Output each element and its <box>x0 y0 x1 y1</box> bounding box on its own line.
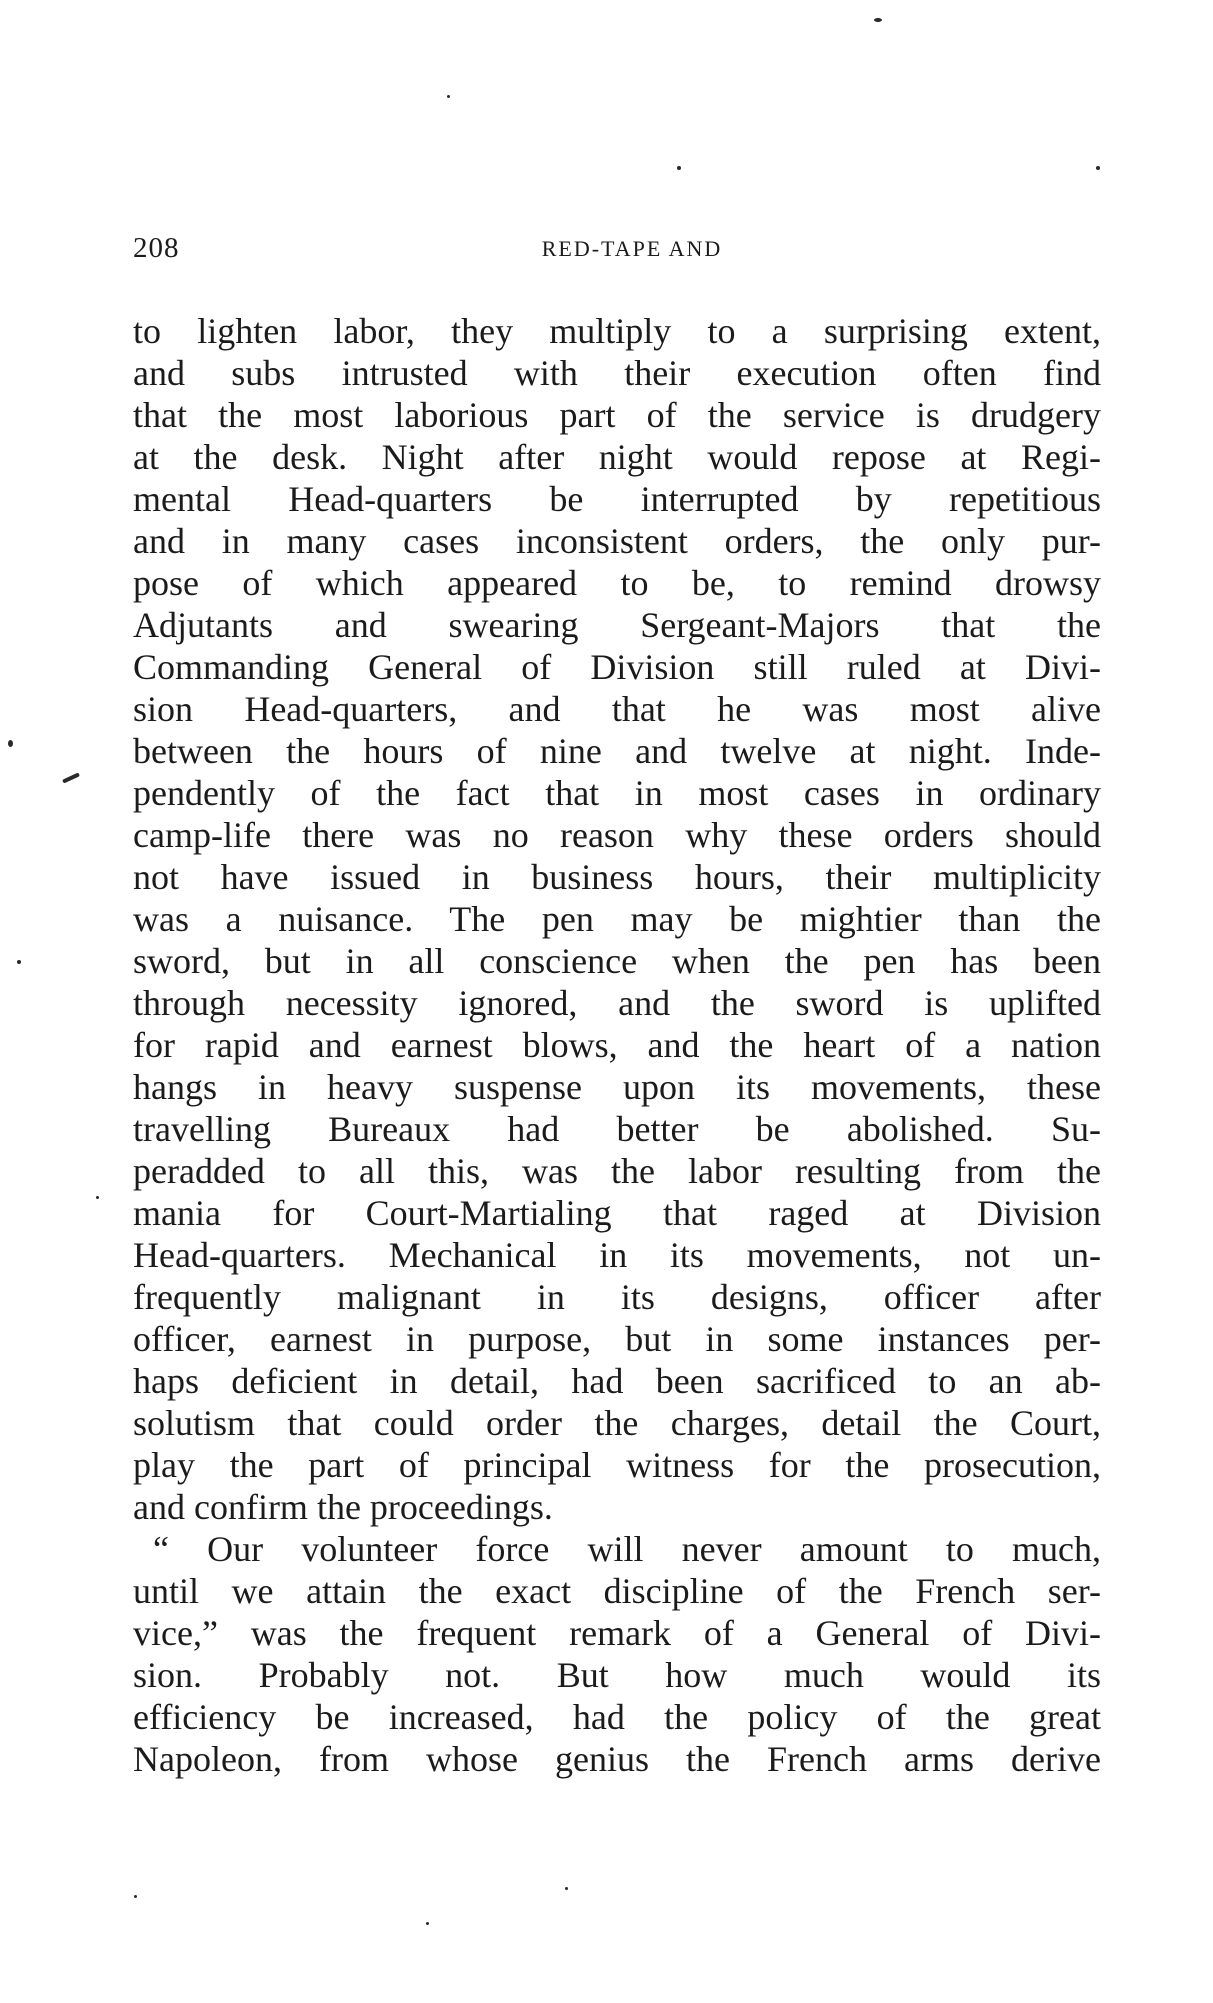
scan-speck <box>426 1922 429 1925</box>
text-line: to lighten labor, they multiply to a surprising extent, <box>133 311 1101 351</box>
scan-speck <box>96 1196 99 1199</box>
scan-speck <box>17 960 21 964</box>
body-text <box>133 310 1101 1780</box>
scan-speck <box>447 95 450 98</box>
text-line: solutism that could order the charges, detail the Court, <box>133 1403 1101 1443</box>
text-line: Napoleon, from whose genius the French arms derive <box>133 1739 1101 1779</box>
text-line: for rapid and earnest blows, and the heart of a nation <box>133 1025 1101 1065</box>
scan-speck <box>1096 166 1100 170</box>
text-line: at the desk. Night after night would repose at Regi- <box>133 437 1101 477</box>
scan-speck <box>874 18 882 22</box>
text-line: haps deficient in detail, had been sacrificed to an ab- <box>133 1361 1101 1401</box>
text-line: pose of which appeared to be, to remind drowsy <box>133 563 1101 603</box>
scan-speck <box>565 1887 568 1890</box>
text-line: sion Head-quarters, and that he was most alive <box>133 689 1101 729</box>
text-line: hangs in heavy suspense upon its movements, these <box>133 1067 1101 1107</box>
text-line: and confirm the proceedings. <box>133 1487 553 1527</box>
scan-speck <box>134 1895 137 1898</box>
scan-speck <box>62 772 80 783</box>
text-line: and subs intrusted with their execution often find <box>133 353 1101 393</box>
text-line: peradded to all this, was the labor resulting from the <box>133 1151 1101 1191</box>
text-line: that the most laborious part of the service is drudgery <box>133 395 1101 435</box>
text-line: pendently of the fact that in most cases in ordinary <box>133 773 1101 813</box>
text-line: not have issued in business hours, their multiplicity <box>133 857 1101 897</box>
text-line: Commanding General of Division still ruled at Divi- <box>133 647 1101 687</box>
text-line: and in many cases inconsistent orders, the only pur- <box>133 521 1101 561</box>
text-line: vice,” was the frequent remark of a General of Divi- <box>133 1613 1101 1653</box>
text-line: Adjutants and swearing Sergeant-Majors that the <box>133 605 1101 645</box>
scan-speck <box>677 166 681 170</box>
text-line: until we attain the exact discipline of the French ser- <box>133 1571 1101 1611</box>
text-line: mania for Court-Martialing that raged at Division <box>133 1193 1101 1233</box>
text-line: mental Head-quarters be interrupted by repetitious <box>133 479 1101 519</box>
text-line: camp-life there was no reason why these orders should <box>133 815 1101 855</box>
text-line: was a nuisance. The pen may be mightier than the <box>133 899 1101 939</box>
page-header <box>133 232 1101 272</box>
text-line: officer, earnest in purpose, but in some instances per- <box>133 1319 1101 1359</box>
page-number: 208 <box>133 232 180 264</box>
text-line: play the part of principal witness for the prosecution, <box>133 1445 1101 1485</box>
text-line: sion. Probably not. But how much would its <box>133 1655 1101 1695</box>
text-line: sword, but in all conscience when the pen has been <box>133 941 1101 981</box>
text-line: “ Our volunteer force will never amount to much, <box>153 1529 1101 1569</box>
text-line: between the hours of nine and twelve at night. Inde- <box>133 731 1101 771</box>
text-line: Head-quarters. Mechanical in its movements, not un- <box>133 1235 1101 1275</box>
text-line: travelling Bureaux had better be abolished. Su- <box>133 1109 1101 1149</box>
running-head: RED-TAPE AND <box>541 236 723 261</box>
scan-speck <box>8 740 13 747</box>
text-line: through necessity ignored, and the sword is uplifted <box>133 983 1101 1023</box>
text-line: frequently malignant in its designs, officer after <box>133 1277 1101 1317</box>
text-line: efficiency be increased, had the policy of the great <box>133 1697 1101 1737</box>
